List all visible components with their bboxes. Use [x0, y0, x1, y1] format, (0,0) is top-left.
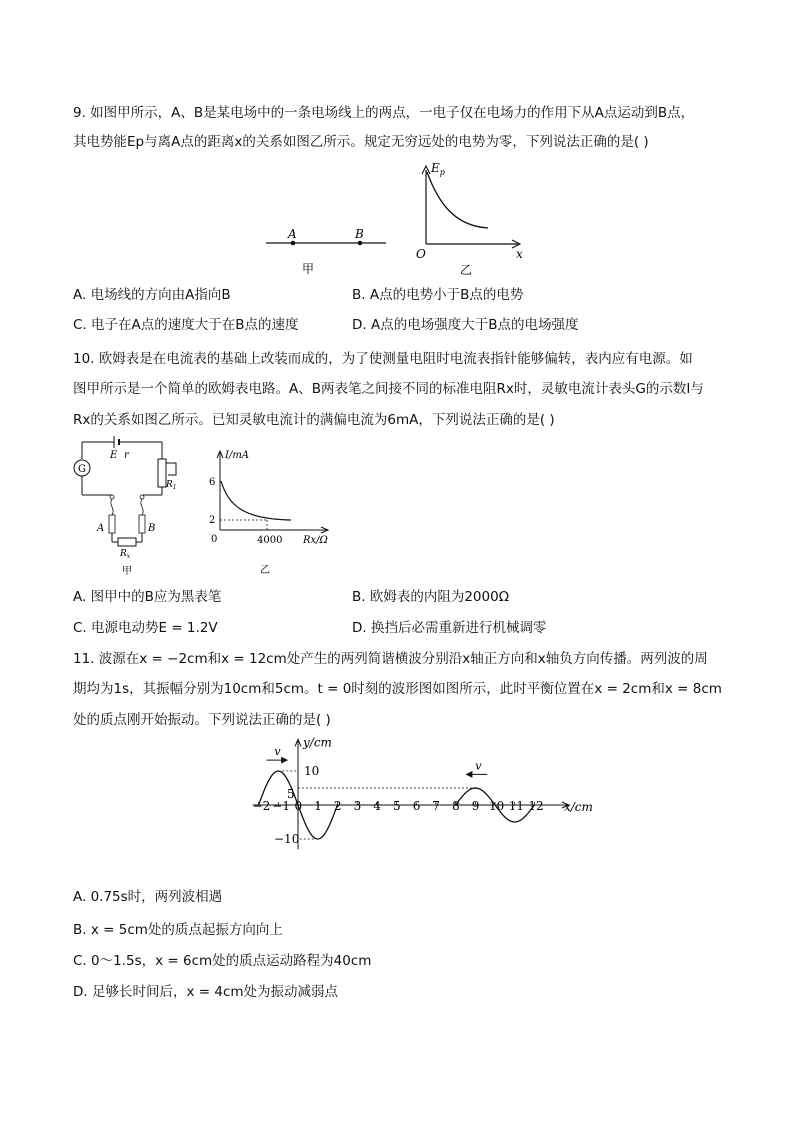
- q9-stem-line1: 9. 如图甲所示，A、B是某电场中的一条电场线上的两点，一电子仅在电场力的作用下从A点运动到B点，: [73, 105, 695, 121]
- q11-option-d[interactable]: D. 足够长时间后，x = 4cm处为振动减弱点: [73, 984, 339, 1000]
- q11-option-c[interactable]: C. 0～1.5s，x = 6cm处的质点运动路程为40cm: [73, 953, 372, 969]
- svg-text:Rx: $R_x$: [120, 549, 131, 560]
- x-tick-label: 11: [508, 799, 524, 813]
- q9-option-d[interactable]: D. A点的电场强度大于B点的电场强度: [352, 317, 579, 333]
- q9-option-a[interactable]: A. 电场线的方向由A指向B: [73, 287, 231, 303]
- x-tick-label: 8: [452, 799, 460, 813]
- origin-label: O: [416, 247, 426, 261]
- resistor-rx: [118, 538, 136, 546]
- x-tick-label: 0: [294, 799, 303, 813]
- figure-caption: 乙: [260, 565, 270, 576]
- q11-stem-line3: 处的质点刚开始振动。下列说法正确的是( ): [73, 712, 331, 728]
- q10-option-d[interactable]: D. 换挡后必需重新进行机械调零: [352, 620, 547, 636]
- q11-stem-line1: 11. 波源在x = −2cm和x = 12cm处产生的两列简谐横波分别沿x轴正方向和x轴负方向传播。两列波的周: [73, 651, 708, 667]
- q10-circuit-jia: [70, 435, 190, 580]
- q10-option-c[interactable]: C. 电源电动势E = 1.2V: [73, 620, 218, 636]
- q9-option-c[interactable]: C. 电子在A点的速度大于在B点的速度: [73, 317, 299, 333]
- x-tick-label: 6: [412, 799, 421, 813]
- x-tick-label: 7: [432, 799, 441, 813]
- figure-caption: 甲: [302, 262, 315, 276]
- q9-stem-line2: 其电势能Ep与离A点的距离x的关系如图乙所示。规定无穷远处的电势为零，下列说法正确的是( ): [73, 134, 649, 150]
- svg-text:A: A: [97, 523, 105, 534]
- y-tick-label: 5: [287, 787, 295, 801]
- rheostat-r1: [158, 459, 166, 487]
- q11-option-a[interactable]: A. 0.75s时，两列波相遇: [73, 889, 223, 905]
- x-tick-label: 10: [489, 799, 505, 813]
- q11-wave-chart: [220, 735, 593, 860]
- svg-text:R1: $R_1$: [166, 480, 177, 491]
- velocity-arrowhead-left: [281, 757, 287, 763]
- svg-text:E: E: [110, 450, 118, 461]
- svg-text:Rx/Ω: Rx/Ω: [303, 535, 328, 546]
- x-axis-label: x: [516, 247, 523, 261]
- q10-graph-yi: [205, 445, 345, 580]
- q9-option-b[interactable]: B. A点的电势小于B点的电势: [352, 287, 524, 303]
- q10-stem-line3: Rx的关系如图乙所示。已知灵敏电流计的满偏电流为6mA，下列说法正确的是( ): [73, 412, 555, 428]
- svg-text:r: r: [124, 450, 129, 461]
- velocity-label-left: v: [274, 745, 281, 759]
- ep-axis-label: $E_p$: [431, 161, 445, 177]
- q10-option-b[interactable]: B. 欧姆表的内阻为2000Ω: [352, 589, 510, 605]
- y-tick-label: 10: [304, 764, 320, 778]
- x-tick-label: 12: [528, 799, 544, 813]
- y-tick-label: −10: [274, 832, 300, 846]
- x-tick-label: −1: [272, 799, 291, 813]
- x-tick-label: 3: [353, 799, 362, 813]
- point-a-label: A: [288, 227, 297, 241]
- x-tick-label: 4: [373, 799, 381, 813]
- q9-figure-yi: [410, 160, 530, 280]
- x-axis-label: x/cm: [563, 800, 593, 814]
- svg-text:0: 0: [211, 534, 218, 545]
- q9-figure-jia: [262, 225, 392, 280]
- x-tick-label: 5: [393, 799, 401, 813]
- q11-stem-line2: 期均为1s，其振幅分别为10cm和5cm。t = 0时刻的波形图如图所示，此时平衡位置在x = 2cm和x = 8cm: [73, 681, 722, 697]
- q10-stem-line1: 10. 欧姆表是在电流表的基础上改装而成的，为了使测量电阻时电流表指针能够偏转，表内应有电源。如: [73, 351, 693, 367]
- svg-text:B: B: [148, 523, 156, 534]
- q10-stem-line2: 图甲所示是一个简单的欧姆表电路。A、B两表笔之间接不同的标准电阻Rx时，灵敏电流计表头G的示数I与: [73, 381, 704, 397]
- figure-caption: 甲: [122, 566, 132, 577]
- point-b-label: B: [355, 227, 364, 241]
- svg-text:G: G: [78, 464, 86, 475]
- x-tick-label: 2: [333, 799, 342, 813]
- svg-text:4000: 4000: [257, 535, 283, 546]
- x-tick-label: 9: [471, 799, 480, 813]
- velocity-label-right: v: [475, 759, 482, 773]
- x-tick-label: −2: [252, 799, 271, 813]
- velocity-arrowhead-right: [466, 771, 472, 777]
- figure-caption: 乙: [460, 263, 473, 277]
- svg-text:I/mA: I/mA: [225, 450, 250, 461]
- svg-text:2: 2: [209, 515, 216, 526]
- q11-option-b[interactable]: B. x = 5cm处的质点起振方向向上: [73, 922, 283, 938]
- x-tick-label: 1: [314, 799, 322, 813]
- svg-text:6: 6: [209, 477, 216, 488]
- y-axis-label: y/cm: [303, 735, 332, 750]
- q10-option-a[interactable]: A. 图甲中的B应为黑表笔: [73, 589, 222, 605]
